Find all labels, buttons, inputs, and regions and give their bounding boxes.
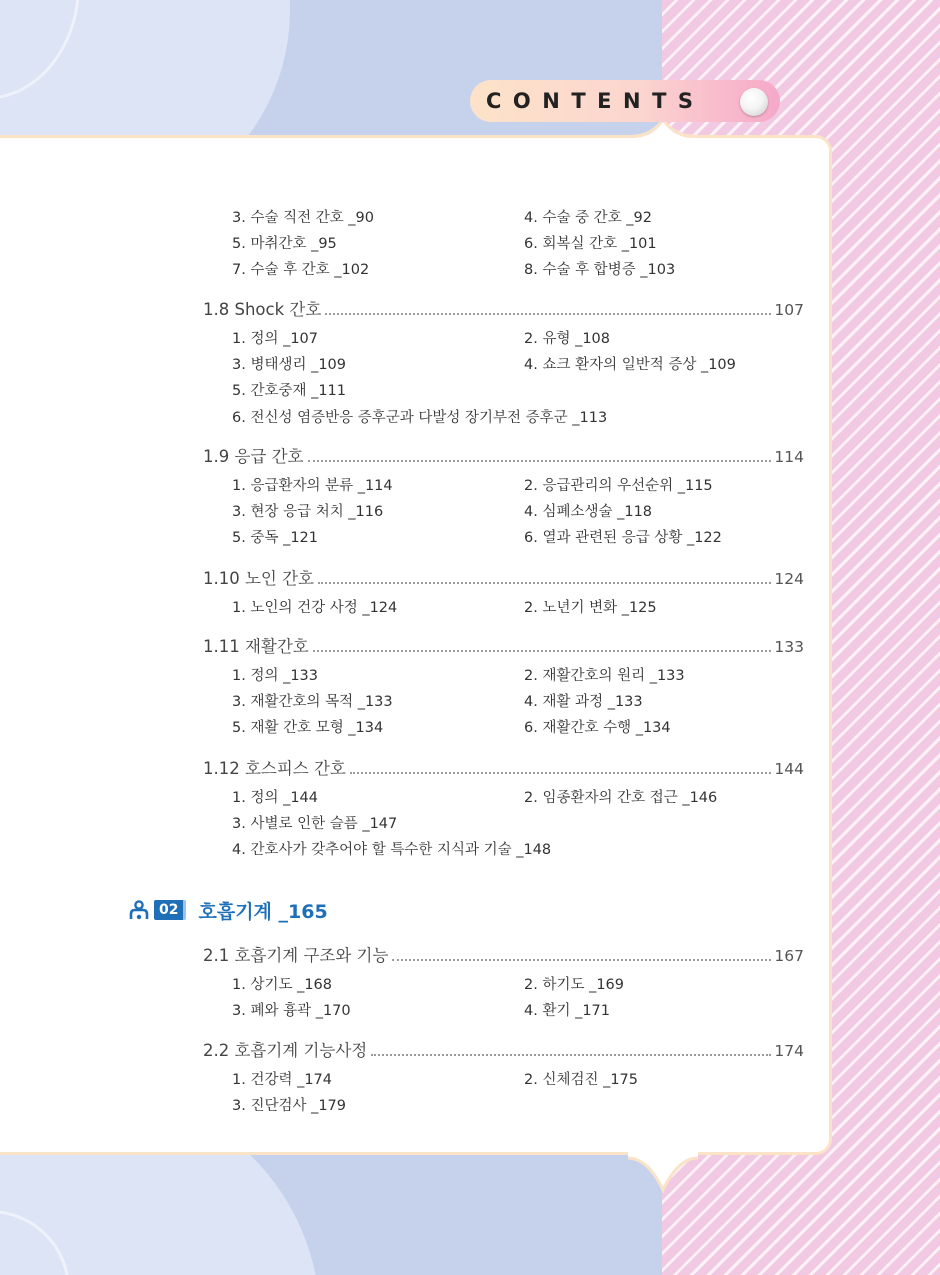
toc-item-row xyxy=(232,327,792,349)
section-heading[interactable] xyxy=(203,942,804,966)
toc-item-row xyxy=(232,379,792,401)
toc-item[interactable]: 5. 마취간호 _95 xyxy=(232,236,337,253)
contents-title-text: CONTENTS xyxy=(486,89,705,113)
toc-item[interactable]: 3. 진단검사 _179 xyxy=(232,1098,347,1115)
toc-item[interactable]: 6. 회복실 간호 _101 xyxy=(524,236,657,253)
section-page-number: 107 xyxy=(774,301,804,319)
toc-item[interactable]: 5. 간호중재 _111 xyxy=(232,383,347,400)
section-heading[interactable] xyxy=(203,755,804,779)
toc-item-row xyxy=(232,406,792,428)
section-title: 1.12 호스피스 간호 xyxy=(203,759,346,778)
toc-item[interactable]: 8. 수술 후 합병증 _103 xyxy=(524,262,676,279)
toc-item-row xyxy=(232,232,792,254)
toc-item[interactable]: 4. 간호사가 갖추어야 할 특수한 지식과 기술 _148 xyxy=(232,842,552,859)
toc-item-row xyxy=(232,786,792,808)
toc-item-row xyxy=(232,353,792,375)
toc-item[interactable]: 2. 하기도 _169 xyxy=(524,977,624,993)
toc-item[interactable]: 4. 심폐소생술 _118 xyxy=(524,504,653,521)
toc-item[interactable]: 6. 전신성 염증반응 증후군과 다발성 장기부전 증후군 _113 xyxy=(232,409,608,426)
toc-item[interactable]: 5. 재활 간호 모형 _134 xyxy=(232,720,384,737)
toc-item[interactable]: 2. 응급관리의 우선순위 _115 xyxy=(524,478,713,494)
dot-leader xyxy=(308,460,772,462)
toc-item[interactable]: 1. 노인의 건강 사정 _124 xyxy=(232,600,398,616)
toc-item[interactable]: 3. 병태생리 _109 xyxy=(232,357,347,374)
toc-item[interactable]: 7. 수술 후 간호 _102 xyxy=(232,262,370,279)
section-title: 2.2 호흡기계 기능사정 xyxy=(203,1041,368,1060)
toc-item[interactable]: 4. 환기 _171 xyxy=(524,1003,610,1020)
toc-item[interactable]: 3. 재활간호의 목적 _133 xyxy=(232,694,393,711)
toc-item[interactable]: 1. 건강력 _174 xyxy=(232,1072,332,1088)
toc-item[interactable]: 4. 수술 중 간호 _92 xyxy=(524,210,653,226)
dot-leader xyxy=(325,313,771,315)
section-title: 1.9 응급 간호 xyxy=(203,447,304,466)
toc-item-row xyxy=(232,1068,792,1090)
dot-leader xyxy=(318,582,771,584)
section-heading[interactable] xyxy=(203,296,804,320)
section-heading[interactable] xyxy=(203,443,804,467)
section-title: 2.1 호흡기계 구조와 기능 xyxy=(203,946,389,965)
toc-item[interactable]: 1. 정의 _107 xyxy=(232,331,318,347)
section-page-number: 124 xyxy=(774,570,804,588)
section-title: 1.11 재활간호 xyxy=(203,637,309,656)
toc-item[interactable]: 1. 응급환자의 분류 _114 xyxy=(232,478,393,494)
dot-leader xyxy=(313,650,772,652)
toc-item-row xyxy=(232,500,792,522)
toc-item-row xyxy=(232,474,792,496)
toc-item[interactable]: 5. 중독 _121 xyxy=(232,530,318,547)
toc-item[interactable]: 3. 폐와 흉곽 _170 xyxy=(232,1003,351,1020)
section-page-number: 167 xyxy=(774,947,804,965)
toc-item[interactable]: 2. 임종환자의 간호 접근 _146 xyxy=(524,790,718,806)
toc-item[interactable]: 1. 상기도 _168 xyxy=(232,977,332,993)
chapter-heading[interactable] xyxy=(128,896,328,924)
section-heading[interactable] xyxy=(203,1037,804,1061)
toc-item-row xyxy=(232,973,792,995)
toc-item-row xyxy=(232,1094,792,1116)
dot-leader xyxy=(350,772,772,774)
toc-item[interactable]: 6. 재활간호 수행 _134 xyxy=(524,720,671,737)
chapter-number: 02 xyxy=(154,900,186,920)
toc-item[interactable]: 4. 쇼크 환자의 일반적 증상 _109 xyxy=(524,357,736,374)
dot-leader xyxy=(371,1054,771,1056)
section-page-number: 144 xyxy=(774,760,804,778)
toc-item-row xyxy=(232,664,792,686)
toc-item[interactable]: 2. 신체검진 _175 xyxy=(524,1072,639,1088)
section-page-number: 174 xyxy=(774,1042,804,1060)
person-icon xyxy=(128,899,150,921)
toc-item[interactable]: 1. 정의 _133 xyxy=(232,668,318,684)
section-heading[interactable] xyxy=(203,633,804,657)
section-heading[interactable] xyxy=(203,565,804,589)
section-title: 1.10 노인 간호 xyxy=(203,569,314,588)
toc-item[interactable]: 4. 재활 과정 _133 xyxy=(524,694,643,711)
toc-item[interactable]: 2. 노년기 변화 _125 xyxy=(524,600,657,616)
dot-leader xyxy=(392,959,771,961)
toc-item[interactable]: 6. 열과 관련된 응급 상황 _122 xyxy=(524,530,722,547)
toc-item-row xyxy=(232,999,792,1021)
toc-item-row xyxy=(232,206,792,228)
section-page-number: 114 xyxy=(774,448,804,466)
toc-item[interactable]: 2. 재활간호의 원리 _133 xyxy=(524,668,685,684)
section-title: 1.8 Shock 간호 xyxy=(203,300,322,319)
toc-item[interactable]: 3. 사별로 인한 슬픔 _147 xyxy=(232,816,398,833)
toc-item[interactable]: 3. 수술 직전 간호 _90 xyxy=(232,210,375,226)
toc-item[interactable]: 3. 현장 응급 처치 _116 xyxy=(232,504,384,521)
toc-item-row xyxy=(232,526,792,548)
section-page-number: 133 xyxy=(774,638,804,656)
toc-item-row xyxy=(232,690,792,712)
toc-item-row xyxy=(232,716,792,738)
toc-item-row xyxy=(232,258,792,280)
chapter-title: 호흡기계 _165 xyxy=(198,900,328,923)
toc-item-row xyxy=(232,838,792,860)
toc-item[interactable]: 2. 유형 _108 xyxy=(524,331,610,347)
toc-item-row xyxy=(232,812,792,834)
toc-item-row xyxy=(232,596,792,618)
toc-item[interactable]: 1. 정의 _144 xyxy=(232,790,318,806)
